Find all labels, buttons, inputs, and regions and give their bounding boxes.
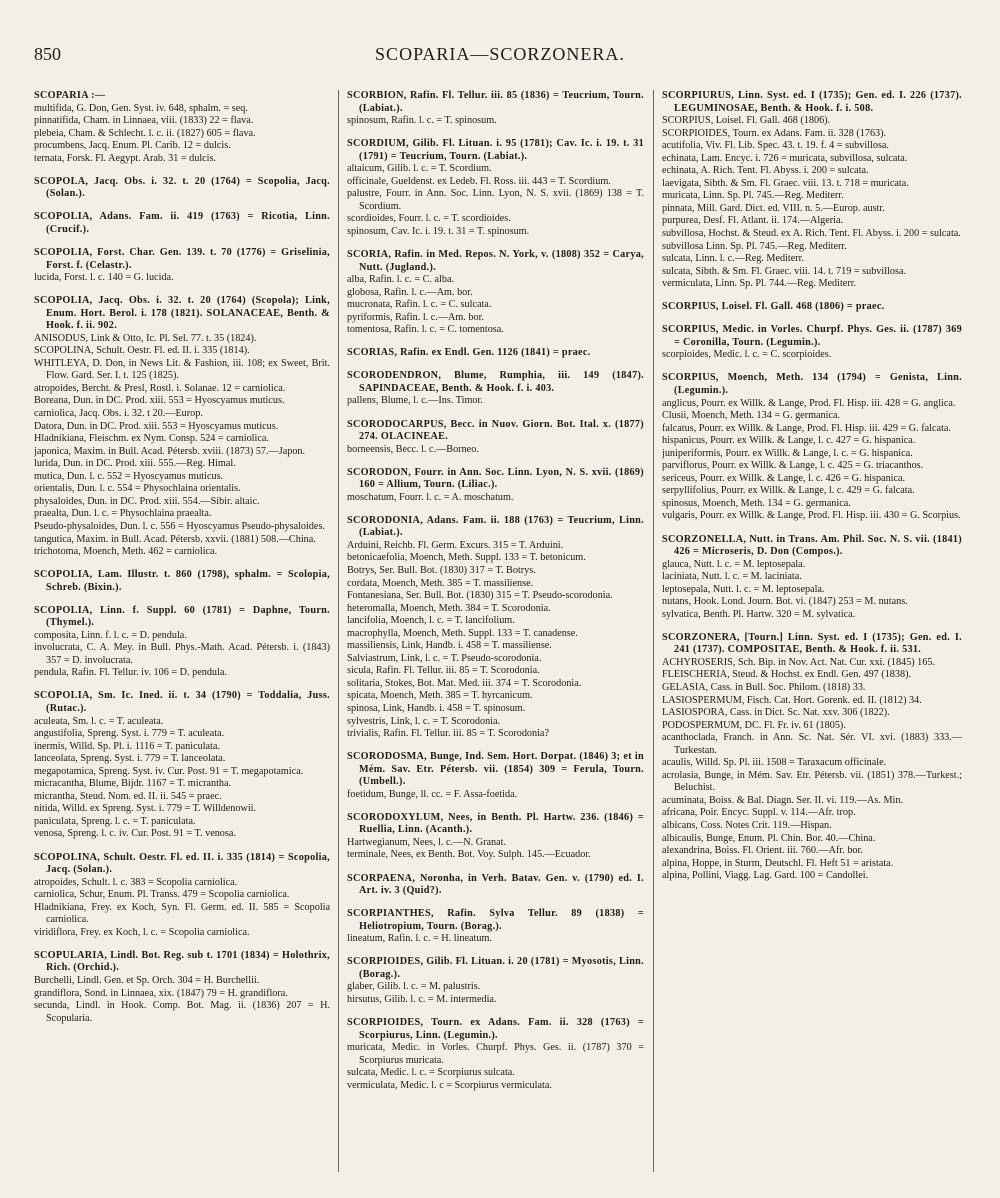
entry — [347, 90, 644, 128]
entry-line: spinosum, Cav. Ic. i. 19. t. 31 = T. spinosum. — [347, 225, 530, 237]
entry-heading: SCORODENDRON, Blume, Rumphia, iii. 149 (1847). SAPINDACEAE, Benth. & Hook. f. i. 403. — [347, 370, 644, 394]
entry-line: SCORPIUS, Loisel. Fl. Gall. 468 (1806). — [662, 115, 831, 127]
entry-line: tangutica, Maxim. in Bull. Acad. Pétersb. xxvii. (1881) 508.—China. — [34, 533, 316, 545]
entry-heading: SCORODON, Fourr. in Ann. Soc. Linn. Lyon, N. S. xvii. (1869) 160 = Allium, Tourn. (Liliac.). — [347, 466, 644, 491]
entry-line: viridiflora, Frey. ex Koch, l. c. = Scopolia carniolica. — [34, 926, 250, 938]
entry-line: scorpioides, Medic. l. c. = C. scorpioides. — [662, 349, 832, 361]
entry-line: carniolica, Schur, Enum. Pl. Transs. 479 = Scopolia carniolica. — [34, 889, 290, 901]
entry — [662, 90, 962, 291]
entry-line: plebeia, Cham. & Schlecht. l. c. ii. (1827) 605 = flava. — [34, 127, 256, 139]
entry-line: SCOPOLINA, Schult. Oestr. Fl. ed. II. i. 335 (1814). — [34, 345, 250, 357]
entry-line: lurida, Dun. in DC. Prod. xiii. 555.—Reg. Himal. — [34, 458, 236, 470]
entry-line: megapotamica, Spreng. Syst. iv. Cur. Post. 91 = T. megapotamica. — [34, 765, 304, 777]
entry-heading: SCORODOCARPUS, Becc. in Nuov. Giorn. Bot. Ital. x. (1877) 274. OLACINEAE. — [347, 418, 644, 443]
entry-line: betonicaefolia, Moench, Meth. Suppl. 133 = T. betonicum. — [347, 552, 586, 564]
entry-line: echinata, A. Rich. Tent. Fl. Abyss. i. 200 = sulcata. — [662, 165, 869, 177]
entry-line: sulcata, Sibth. & Sm. Fl. Graec. viii. 14. t. 719 = subvillosa. — [662, 265, 907, 277]
entry-heading: SCORPIOIDES, Gilib. Fl. Lituan. i. 20 (1781) = Myosotis, Linn. (Borag.). — [347, 956, 644, 980]
entry-heading: SCOPOLINA, Schult. Oestr. Fl. ed. II. i. 335 (1814) = Scopolia, Jacq. (Solan.). — [34, 851, 330, 876]
entry-line: altaicum, Gilib. l. c. = T. Scordium. — [347, 163, 492, 175]
entry-line: laevigata, Sibth. & Sm. Fl. Graec. viii. 13. t. 718 = muricata. — [662, 177, 909, 189]
entry-line: vermiculata, Linn. Sp. Pl. 744.—Reg. Mediterr. — [662, 278, 857, 290]
entry-line: spicata, Moench, Meth. 385 = T. hyrcanicum. — [347, 690, 533, 702]
entry-line: mucronata, Rafin. l. c. = C. sulcata. — [347, 299, 492, 311]
entry — [34, 950, 330, 1025]
entry — [662, 324, 962, 362]
entry-line: sicula, Rafin. Fl. Tellur. iii. 85 = T. Scorodonia. — [347, 665, 540, 677]
entry-heading: SCORODOSMA, Bunge, Ind. Sem. Hort. Dorpat. (1846) 3; et in Mém. Sav. Etr. Pétersb. vii. (1854) 309 = Ferula, Tourn. (Umbell.). — [347, 751, 644, 788]
entry-line: sulcata, Linn. l. c.—Reg. Mediterr. — [662, 253, 805, 265]
entry-line: alpina, Hoppe, in Sturm, Deutschl. Fl. Heft 51 = aristata. — [662, 857, 894, 869]
entry-line: officinale, Gueldenst. ex Ledeb. Fl. Ross. iii. 443 = T. Scordium. — [347, 175, 611, 187]
entry-line: cordata, Moench, Meth. 385 = T. massiliense. — [347, 577, 534, 589]
entry-heading: SCORODONIA, Adans. Fam. ii. 188 (1763) = Teucrium, Linn. (Labiat.). — [347, 514, 644, 539]
entry-line: acrolasia, Bunge, in Mém. Sav. Etr. Pétersb. vii. (1851) 378.—Turkest.; Beluchist. — [662, 769, 962, 794]
entry-line: Hladnikiana, Fleischm. ex Nym. Consp. 524 = carniolica. — [34, 433, 269, 445]
entry-line: falcatus, Pourr. ex Willk. & Lange, Prod. Fl. Hisp. iii. 429 = G. falcata. — [662, 422, 951, 434]
entry — [347, 751, 644, 801]
entry-line: physaloides, Dun. in DC. Prod. xiii. 554.—Sibir. altaic. — [34, 495, 260, 507]
entry-line: hispanicus, Pourr. ex Willk. & Lange, l. c. 427 = G. hispanica. — [662, 435, 916, 447]
entry — [347, 956, 644, 1006]
entry-line: spinosa, Link, Handb. i. 458 = T. spinosum. — [347, 703, 526, 715]
entry-line: pendula, Rafin. Fl. Tellur. iv. 106 = D. pendula. — [34, 667, 227, 679]
entry-line: anglicus, Pourr. ex Willk. & Lange, Prod. Fl. Hisp. iii. 428 = G. anglica. — [662, 397, 956, 409]
entry-line: venosa, Spreng. l. c. iv. Cur. Post. 91 = T. venosa. — [34, 828, 236, 840]
entry-line: acutifolia, Viv. Fl. Lib. Spec. 43. t. 19. f. 4 = subvillosa. — [662, 140, 889, 152]
entry — [347, 370, 644, 408]
page-number: 850 — [34, 44, 61, 64]
entry — [34, 852, 330, 940]
entry-line: atropoides, Schult. l. c. 383 = Scopolia carniolica. — [34, 876, 238, 888]
entry — [347, 873, 644, 898]
entry-line: glaber, Gilib. l. c. = M. palustris. — [347, 981, 481, 993]
entry-heading: SCORPIOIDES, Tourn. ex Adans. Fam. ii. 328 (1763) = Scorpiurus, Linn. (Legumin.). — [347, 1016, 644, 1041]
entry-line: secunda, Lindl. in Hook. Comp. Bot. Mag. ii. (1836) 207 = H. Scopularia. — [34, 1000, 330, 1024]
entry-heading: SCORPIANTHES, Rafin. Sylva Tellur. 89 (1838) = Heliotropium, Tourn. (Borag.). — [347, 908, 644, 932]
entry-line: Pseudo-physaloides, Dun. l. c. 556 = Hyoscyamus Pseudo-physaloides. — [34, 520, 325, 532]
entry-heading: SCORZONELLA, Nutt. in Trans. Am. Phil. Soc. N. S. vii. (1841) 426 = Microseris, D. Don (Compos.). — [662, 533, 962, 558]
entry-line: micracantha, Blume, Bijdr. 1167 = T. micrantha. — [34, 778, 232, 790]
entry-line: muricata, Linn. Sp. Pl. 745.—Reg. Mediterr. — [662, 190, 844, 202]
entry-line: carniolica, Jacq. Obs. i. 32. t 20.—Europ. — [34, 408, 203, 420]
entry — [34, 295, 330, 558]
entry-line: Arduini, Reichb. Fl. Germ. Excurs. 315 = T. Arduini. — [347, 539, 564, 551]
entry-heading: SCOPOLIA, Linn. f. Suppl. 60 (1781) = Daphne, Tourn. (Thymel.). — [34, 604, 330, 629]
entry-line: albicans, Coss. Notes Crit. 119.—Hispan. — [662, 820, 832, 832]
entry-line: angustifolia, Spreng. Syst. i. 779 = T. aculeata. — [34, 728, 225, 740]
entry-line: moschatum, Fourr. l. c. = A. moschatum. — [347, 491, 514, 503]
entry-line: sylvestris, Link, l. c. = T. Scorodonia. — [347, 715, 501, 727]
entry-line: lanceolata, Spreng. Syst. i. 779 = T. lanceolata. — [34, 753, 226, 765]
entry-line: Fontanesiana, Ser. Bull. Bot. (1830) 315 = T. Pseudo-scorodonia. — [347, 590, 613, 602]
entry-line: lancifolia, Moench, l. c. = T. lancifolium. — [347, 615, 515, 627]
entry — [347, 908, 644, 946]
entry-line: purpurea, Desf. Fl. Atlant. ii. 174.—Algeria. — [662, 215, 844, 227]
entry-line: acaulis, Willd. Sp. Pl. iii. 1508 = Taraxacum officinale. — [662, 757, 887, 769]
entry-line: nitida, Willd. ex Spreng. Syst. i. 779 = T. Willdenowii. — [34, 803, 257, 815]
entry-line: glauca, Nutt. l. c. = M. leptosepala. — [662, 558, 806, 570]
entry — [34, 211, 330, 236]
entry-line: sylvatica, Benth. Pl. Hartw. 320 = M. sylvatica. — [662, 608, 856, 620]
entry-line: pinnata, Mill. Gard. Dict. ed. VIII. n. 5.—Europ. austr. — [662, 202, 885, 214]
entry-heading: SCOPOLIA, Jacq. Obs. i. 32. t. 20 (1764) (Scopola); Link, Enum. Hort. Berol. i. 178 (1821). SOLANACEAE, Benth. & Hook. f. ii. 902. — [34, 295, 330, 332]
column-2 — [347, 90, 644, 1174]
entry-line: praealta, Dun. l. c. = Physochlaina praealta. — [34, 508, 212, 520]
entry — [34, 247, 330, 285]
entry-line: terminale, Nees, ex Benth. Bot. Voy. Sulph. 145.—Ecuador. — [347, 849, 591, 861]
entry — [347, 812, 644, 862]
entry-line: pinnatifida, Cham. in Linnaea, viii. (1833) 22 = flava. — [34, 115, 254, 127]
entry-line: sulcata, Medic. l. c. = Scorpiurus sulcata. — [347, 1067, 515, 1079]
entry-line: echinata, Lam. Encyc. i. 726 = muricata, subvillosa, sulcata. — [662, 152, 908, 164]
column-3 — [662, 90, 962, 1174]
entry-line: ANISODUS, Link & Otto, Ic. Pl. Sel. 77. t. 35 (1824). — [34, 332, 257, 344]
entry — [347, 138, 644, 238]
entry-line: spinosum, Rafin. l. c. = T. spinosum. — [347, 115, 497, 127]
entry-line: PODOSPERMUM, DC. Fl. Fr. iv. 61 (1805). — [662, 719, 846, 731]
entry — [34, 176, 330, 201]
entry-line: paniculata, Spreng. l. c. = T. paniculata. — [34, 815, 196, 827]
entry-line: Burchelli, Lindl. Gen. et Sp. Orch. 304 = H. Burchellii. — [34, 974, 260, 986]
entry-line: LASIOSPORA, Cass. in Dict. Sc. Nat. xxv. 306 (1822). — [662, 707, 890, 719]
entry-heading: SCORZONERA, [Tourn.] Linn. Syst. ed. I (1735); Gen. ed. I. 241 (1737). COMPOSITAE, Benth. & Hook. f. ii. 531. — [662, 631, 962, 656]
entry-line: Clusii, Moench, Meth. 134 = G. germanica. — [662, 410, 841, 422]
entry-line: trichotoma, Moench, Meth. 462 = carniolica. — [34, 546, 218, 558]
entry — [347, 1017, 644, 1092]
entry-heading: SCOPULARIA, Lindl. Bot. Reg. sub t. 1701 (1834) = Holothrix, Rich. (Orchid.). — [34, 949, 330, 974]
entry-line: spinosus, Moench, Meth. 134 = G. germanica. — [662, 497, 851, 509]
entry-heading: SCORIA, Rafin. in Med. Repos. N. York, v. (1808) 352 = Carya, Nutt. (Jugland.). — [347, 249, 644, 273]
entry — [347, 467, 644, 505]
entry-line: ternata, Forsk. Fl. Aegypt. Arab. 31 = dulcis. — [34, 152, 217, 164]
entry-line: albicaulis, Bunge, Enum. Pl. Chin. Bor. 40.—China. — [662, 832, 876, 844]
entry-heading: SCOPARIA :— — [34, 90, 106, 101]
entry-line: globosa, Rafin. l. c.—Am. bor. — [347, 286, 473, 298]
column-rule-right — [653, 90, 654, 1172]
entry-line: acuminata, Boiss. & Bal. Diagn. Ser. II. vi. 119.—As. Min. — [662, 794, 903, 806]
entry-heading: SCOPOLIA, Lam. Illustr. t. 860 (1798), sphalm. = Scolopia, Schreb. (Bixin.). — [34, 569, 330, 593]
entry — [347, 249, 644, 337]
entry-line: alpina, Pollini, Viagg. Lag. Gard. 100 = Candollei. — [662, 870, 869, 882]
entry-line: involucrata, C. A. Mey. in Bull. Phys.-Math. Acad. Pétersb. i. (1843) 357 = D. involucrata. — [34, 642, 330, 666]
entry-line: subvillosa, Hochst. & Steud. ex A. Rich. Tent. Fl. Abyss. i. 200 = sulcata. — [662, 228, 961, 240]
entry-line: FLEISCHERIA, Steud. & Hochst. ex Endl. Gen. 497 (1838). — [662, 669, 912, 681]
entry-line: pallens, Blume, l. c.—Ins. Timor. — [347, 395, 483, 407]
entry-line: vulgaris, Pourr. ex Willk. & Lange, Prod. Fl. Hisp. iii. 430 = G. Scorpius. — [662, 510, 961, 522]
entry-line: Datora, Dun. in DC. Prod. xiii. 553 = Hyoscyamus muticus. — [34, 420, 279, 432]
entry-line: Boreana, Dun. in DC. Prod. xiii. 553 = Hyoscyamus muticus. — [34, 395, 285, 407]
entry-line: scordioides, Fourr. l. c. = T. scordioides. — [347, 213, 511, 225]
entry — [34, 605, 330, 680]
entry-heading: SCORBION, Rafin. Fl. Tellur. iii. 85 (1836) = Teucrium, Tourn. (Labiat.). — [347, 90, 644, 114]
entry-line: macrophylla, Moench, Meth. Suppl. 133 = T. canadense. — [347, 627, 578, 639]
entry-line: japonica, Maxim. in Bull. Acad. Pétersb. xviii. (1873) 57.—Japon. — [34, 445, 306, 457]
entry-line: juniperiformis, Pourr. ex Willk. & Lange, l. c. = G. hispanica. — [662, 447, 913, 459]
entry-line: Hladnikiana, Frey. ex Koch, Syn. Fl. Germ. ed. II. 585 = Scopolia carniolica. — [34, 901, 330, 926]
entry-line: pyriformis, Rafin. l. c.—Am. bor. — [347, 311, 484, 323]
entry-heading: SCOPOLIA, Sm. Ic. Ined. ii. t. 34 (1790) = Toddalia, Juss. (Rutac.). — [34, 690, 330, 715]
entry-line: nutans, Hook. Lond. Journ. Bot. vi. (1847) 253 = M. nutans. — [662, 596, 908, 608]
entry-line: parviflorus, Pourr. ex Willk. & Lange, l. c. 425 = G. triacanthos. — [662, 460, 924, 472]
entry-line: alba, Rafin. l. c. = C. alba. — [347, 274, 455, 286]
entry-line: orientalis, Dun. l. c. 554 = Physochlaina orientalis. — [34, 483, 241, 495]
entry-heading: SCORDIUM, Gilib. Fl. Lituan. i. 95 (1781); Cav. Ic. i. 19. t. 31 (1791) = Teucrium, Tourn. (Labiat.). — [347, 138, 644, 162]
entry-heading: SCOPOLA, Jacq. Obs. i. 32. t. 20 (1764) = Scopolia, Jacq. (Solan.). — [34, 175, 330, 200]
entry-line: Hartwegianum, Nees, l. c.—N. Granat. — [347, 836, 506, 848]
entry-heading: SCOPOLIA, Adans. Fam. ii. 419 (1763) = Ricotia, Linn. (Crucif.). — [34, 211, 330, 235]
entry — [347, 347, 644, 360]
entry-heading: SCORPIUS, Moench, Meth. 134 (1794) = Genista, Linn. (Legumin.). — [662, 372, 962, 396]
entry-heading: SCOPOLIA, Forst. Char. Gen. 139. t. 70 (1776) = Griselinia, Forst. f. (Celastr.). — [34, 246, 330, 271]
entry-line: foetidum, Bunge, ll. cc. = F. Assa-foetida. — [347, 788, 518, 800]
entry-line: LASIOSPERMUM, Fisch. Cat. Hort. Gorenk. ed. II. (1812) 34. — [662, 694, 922, 706]
entry — [34, 690, 330, 841]
page-header — [34, 44, 966, 70]
entry-line: vermiculata, Medic. l. c = Scorpiurus vermiculata. — [347, 1079, 552, 1091]
entry-heading: SCORODOXYLUM, Nees, in Benth. Pl. Hartw. 236. (1846) = Ruellia, Linn. (Acanth.). — [347, 811, 644, 836]
entry-line: africana, Poir. Encyc. Suppl. v. 114.—Afr. trop. — [662, 807, 856, 819]
entry-line: massiliensis, Link, Handb. i. 458 = T. massiliense. — [347, 640, 552, 652]
entry-line: muricata, Medic. in Vorles. Churpf. Phys. Ges. ii. (1787) 370 = Scorpiurus muricata. — [347, 1042, 644, 1066]
entry-line: leptosepala, Nutt. l. c. = M. leptosepala. — [662, 583, 825, 595]
entry-line: trivialis, Rafin. Fl. Tellur. iii. 85 = T. Scorodonia? — [347, 728, 549, 740]
entry-line: hirsutus, Gilib. l. c. = M. intermedia. — [347, 993, 497, 1005]
entry-line: lineatum, Rafin. l. c. = H. lineatum. — [347, 933, 492, 945]
entry-line: solitaria, Stokes, Bot. Mat. Med. iii. 374 = T. Scorodonia. — [347, 677, 582, 689]
entry-line: ACHYROSERIS, Sch. Bip. in Nov. Act. Nat. Cur. xxi. (1845) 165. — [662, 656, 935, 668]
entry — [347, 419, 644, 457]
entry — [34, 569, 330, 594]
entry-line: laciniata, Nutt. l. c. = M. laciniata. — [662, 571, 802, 583]
entry-heading: SCORIAS, Rafin. ex Endl. Gen. 1126 (1841) = praec. — [347, 347, 591, 359]
entry-line: SCORPIOIDES, Tourn. ex Adans. Fam. ii. 328 (1763). — [662, 127, 887, 139]
entry-line: inermis, Willd. Sp. Pl. i. 1116 = T. paniculata. — [34, 740, 220, 752]
column-rule-left — [338, 90, 339, 1172]
entry-line: subvillosa Linn. Sp. Pl. 745.—Reg. Mediterr. — [662, 240, 847, 252]
entry-heading: SCORPIUS, Medic. in Vorles. Churpf. Phys. Ges. ii. (1787) 369 = Coronilla, Tourn. (Legumin.). — [662, 324, 962, 348]
entry-line: alexandrina, Boiss. Fl. Orient. iii. 760.—Afr. bor. — [662, 845, 863, 857]
entry-line: composita, Linn. f. l. c. = D. pendula. — [34, 629, 187, 641]
entry-line: tomentosa, Rafin. l. c. = C. tomentosa. — [347, 324, 504, 336]
entry-line: Salviastrum, Link, l. c. = T. Pseudo-scorodonia. — [347, 652, 542, 664]
entry-line: sericeus, Pourr. ex Willk. & Lange, l. c. 426 = G. hispanica. — [662, 472, 906, 484]
running-title: SCOPARIA—SCORZONERA. — [375, 44, 625, 64]
entry-line: heteromalla, Moench, Meth. 384 = T. Scorodonia. — [347, 602, 551, 614]
entry — [662, 534, 962, 622]
entry-line: micrantha, Steud. Nom. ed. II. ii. 545 = praec. — [34, 790, 222, 802]
entry-line: lucida, Forst. l. c. 140 = G. lucida. — [34, 272, 174, 284]
entry-line: procumbens, Jacq. Enum. Pl. Carib. 12 = dulcis. — [34, 140, 231, 152]
entry — [347, 515, 644, 741]
entry-heading: SCORPIURUS, Linn. Syst. ed. I (1735); Gen. ed. I. 226 (1737). LEGUMINOSAE, Benth. & Hook. f. i. 508. — [662, 90, 962, 114]
column-1 — [34, 90, 330, 1174]
entry-line: aculeata, Sm. l. c. = T. aculeata. — [34, 715, 164, 727]
entry-line: GELASIA, Cass. in Bull. Soc. Philom. (1818) 33. — [662, 682, 866, 694]
entry — [662, 632, 962, 883]
entry-line: mutica, Dun. l. c. 552 = Hyoscyamus muticus. — [34, 470, 224, 482]
entry-heading: SCORPIUS, Loisel. Fl. Gall. 468 (1806) = praec. — [662, 301, 885, 313]
entry-line: WHITLEYA, D. Don, in News Lit. & Fashion, iii. 108; ex Sweet, Brit. Flow. Gard. Ser. I. t. 125 (1825). — [34, 357, 330, 382]
entry-line: palustre, Fourr. in Ann. Soc. Linn. Lyon, N. S. xvii. (1869) 138 = T. Scordium. — [347, 188, 644, 212]
entry-line: Botrys, Ser. Bull. Bot. (1830) 317 = T. Botrys. — [347, 565, 536, 576]
entry — [662, 372, 962, 523]
entry-heading: SCORPAENA, Noronha, in Verh. Batav. Gen. v. (1790) ed. I. Art. iv. 3 (Quid?). — [347, 872, 644, 897]
entry — [34, 90, 330, 165]
entry-line: atropoides, Bercht. & Presl, Rostl. i. Solanae. 12 = carniolica. — [34, 382, 286, 394]
entry — [662, 301, 962, 314]
entry-line: serpyllifolius, Pourr. ex Willk. & Lange, l. c. 429 = G. falcata. — [662, 485, 915, 497]
entry-line: multifida, G. Don, Gen. Syst. iv. 648, sphalm. = seq. — [34, 102, 248, 114]
entry-line: borneensis, Becc. l. c.—Borneo. — [347, 443, 479, 455]
entry-line: acanthoclada, Franch. in Ann. Sc. Nat. Sér. VI. xvi. (1883) 333.—Turkestan. — [662, 732, 962, 756]
entry-line: grandiflora, Sond. in Linnaea, xix. (1847) 79 = H. grandiflora. — [34, 987, 288, 999]
